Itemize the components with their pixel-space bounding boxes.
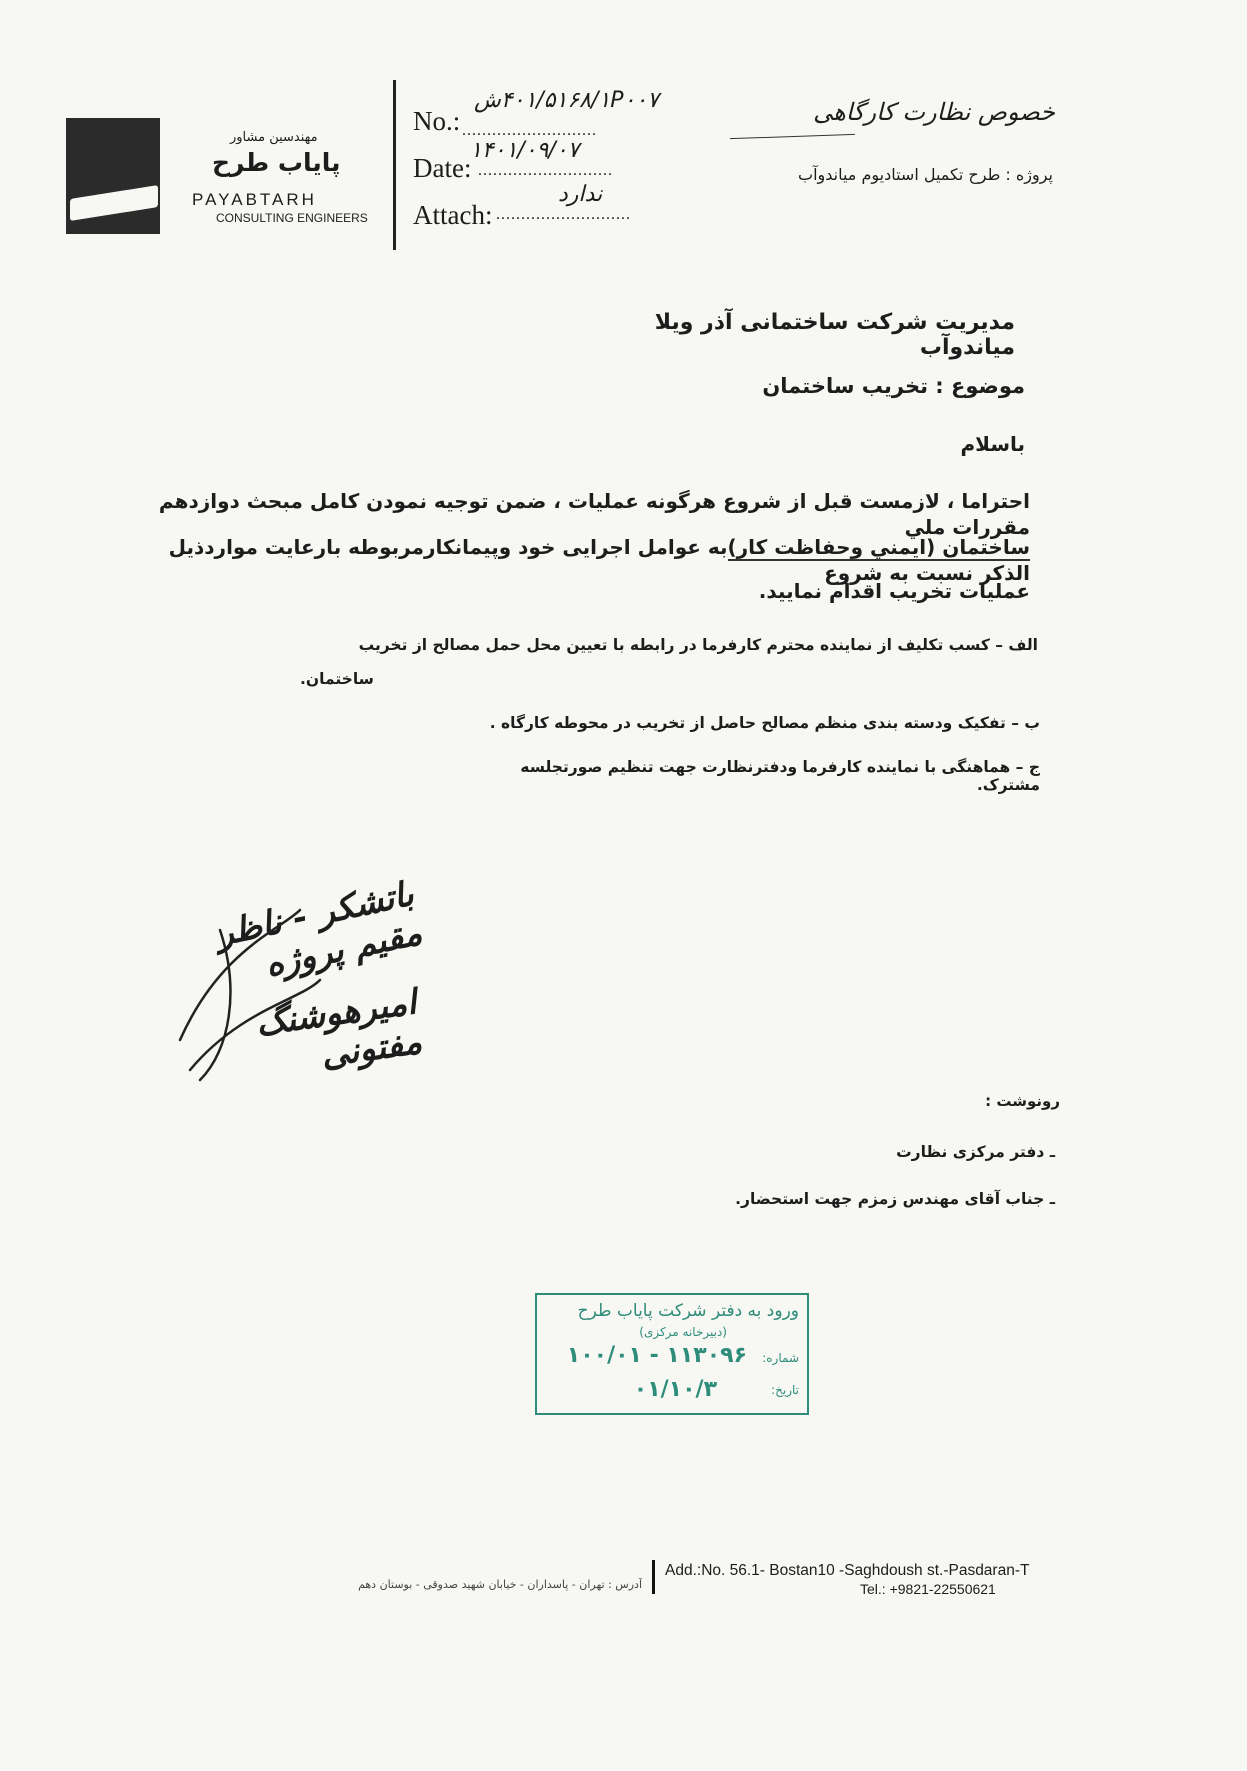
number-value: ۴۰۱/۵۱۶۸/۱P۰۰۷ش bbox=[474, 88, 659, 113]
letter-subject: موضوع : تخریب ساختمان bbox=[762, 374, 1025, 398]
cc-item-1: ـ دفتر مرکزی نظارت bbox=[896, 1143, 1055, 1161]
logo-en-subtitle: CONSULTING ENGINEERS bbox=[216, 211, 368, 225]
stamp-date-value: ۰۱/۱۰/۳ bbox=[633, 1377, 717, 1402]
number-label: No.: bbox=[413, 106, 461, 136]
stamp-number-label: شماره: bbox=[762, 1351, 799, 1365]
signature-line-1: باتشکر - ناظر مقیم پروژه bbox=[212, 873, 426, 986]
stamp-title: ورود به دفتر شرکت پایاب طرح bbox=[577, 1301, 799, 1321]
cc-item-2: ـ جناب آقای مهندس زمزم جهت استحضار. bbox=[735, 1190, 1055, 1208]
footer-address-fa: آدرس : تهران - پاسداران - خیابان شهید صدوقی - بوستان دهم bbox=[358, 1578, 642, 1591]
logo-brush-stroke bbox=[70, 185, 158, 221]
list-item-a-line-1: الف – کسب تکلیف از نماینده محترم کارفرما در رابطه با تعیین محل حمل مصالح از تخریب bbox=[358, 636, 1038, 654]
header-project: پروژه : طرح تکمیل استادیوم میاندوآب bbox=[798, 165, 1053, 184]
footer-divider bbox=[652, 1560, 655, 1594]
list-item-c: ج – هماهنگی با نماینده کارفرما ودفترنظارت جهت تنظیم صورتجلسه مشترک. bbox=[520, 758, 1040, 794]
date-value: ۱۴۰۱/۰۹/۰۷ bbox=[470, 138, 580, 163]
number-dots: ........................... bbox=[462, 122, 597, 139]
logo-fa-subtitle: مهندسین مشاور bbox=[230, 130, 318, 145]
logo-en-name: PAYABTARH bbox=[192, 190, 317, 209]
attach-value: ندارد bbox=[558, 182, 603, 207]
cc-label: رونوشت : bbox=[985, 1092, 1060, 1110]
footer-address-en: Add.:No. 56.1- Bostan10 -Saghdoush st.-Pasdaran-T bbox=[665, 1562, 1030, 1579]
attach-dots: ........................... bbox=[496, 206, 631, 223]
letter-greeting: باسلام bbox=[960, 432, 1025, 456]
letter-addressee: مدیریت شرکت ساختمانی آذر ویلا میاندوآب bbox=[654, 310, 1015, 360]
header-title: خصوص نظارت کارگاهی bbox=[813, 98, 1055, 126]
date-label: Date: bbox=[413, 153, 472, 183]
header-title-underline bbox=[730, 134, 855, 139]
header-divider bbox=[393, 80, 396, 250]
stamp-date-label: تاریخ: bbox=[771, 1383, 799, 1397]
logo-mark bbox=[66, 118, 160, 234]
stamp-number-value: ۱۰۰/۰۱ - ۱۱۳۰۹۶ bbox=[566, 1343, 747, 1368]
date-dots: ........................... bbox=[478, 162, 613, 179]
safety-code-reference: ساختمان (ایمني وحفاظت کار) bbox=[727, 535, 1030, 559]
stamp-subtitle: (دبیرخانه مرکزی) bbox=[639, 1325, 727, 1339]
signature-scribble bbox=[160, 890, 330, 1090]
list-item-b: ب – تفکیک ودسته بندی منظم مصالح حاصل از تخریب در محوطه کارگاه . bbox=[489, 714, 1040, 732]
letter-body-line-3: عملیات تخریب اقدام نمایید. bbox=[758, 579, 1030, 603]
signature-line-2: امیرهوشنگ مفتونی bbox=[253, 982, 425, 1076]
list-item-a-line-2: ساختمان. bbox=[300, 670, 374, 688]
attach-label: Attach: bbox=[413, 200, 493, 230]
registry-stamp bbox=[535, 1293, 809, 1415]
footer-tel: Tel.: +9821-22550621 bbox=[860, 1581, 996, 1597]
logo-fa-name: پایاب طرح bbox=[212, 148, 341, 177]
letter-body-line-1: احتراما ، لازمست قبل از شروع هرگونه عملیات ، ضمن توجیه نمودن کامل مبحث دوازدهم مقررات ملي bbox=[158, 489, 1030, 539]
letter-body-line-2-rest: به عوامل اجرایی خود وپیمانکارمربوطه بارعایت مواردذیل الذکر نسبت به شروع bbox=[168, 535, 1030, 585]
